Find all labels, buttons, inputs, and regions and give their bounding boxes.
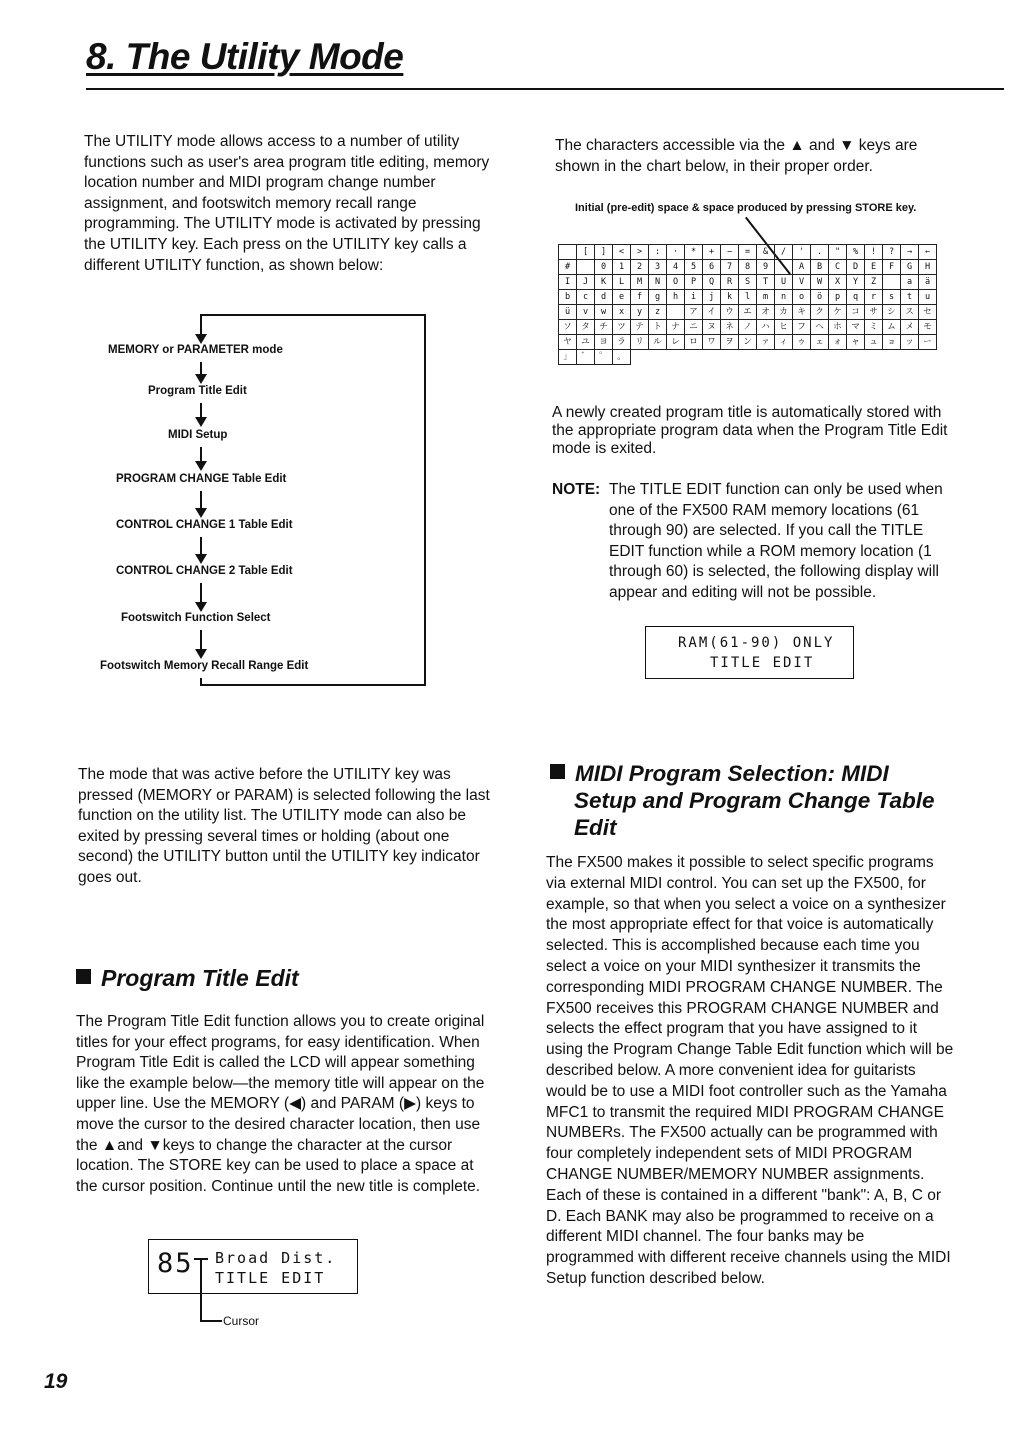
page-title: 8. The Utility Mode: [86, 36, 404, 77]
exit-paragraph: The mode that was active before the UTILITY key was pressed (MEMORY or PARAM) is selected following the last function on the utility list. The UTILITY mode can also be exited by pressing several times or holding (about one second) the UTILITY button until the UTILITY key indicator goes out.: [78, 766, 490, 886]
char-cell: :: [649, 245, 667, 260]
char-cell: H: [919, 260, 937, 275]
char-cell: メ: [901, 320, 919, 335]
char-cell: ャ: [847, 335, 865, 350]
char-cell: d: [595, 290, 613, 305]
char-cell: Z: [865, 275, 883, 290]
char-row: [559, 260, 937, 275]
char-cell: ←: [919, 245, 937, 260]
char-cell: e: [613, 290, 631, 305]
char-cell: o: [793, 290, 811, 305]
lcd-ram-line-2: TITLE EDIT: [710, 655, 815, 671]
char-cell: 6: [703, 260, 721, 275]
char-cell: ユ: [577, 335, 595, 350]
char-cell: M: [631, 275, 649, 290]
char-cell: ]: [595, 245, 613, 260]
arrow-down-icon: [195, 461, 207, 471]
character-chart: [558, 244, 937, 365]
char-cell: 1: [613, 260, 631, 275]
char-cell: h: [667, 290, 685, 305]
char-cell: Q: [703, 275, 721, 290]
char-cell: エ: [739, 305, 757, 320]
char-cell: コ: [847, 305, 865, 320]
char-row: [559, 290, 937, 305]
arrow-down-icon: [195, 649, 207, 659]
char-row: [559, 245, 937, 260]
char-cell: ヒ: [775, 320, 793, 335]
title-rule: [86, 88, 1004, 90]
char-cell: N: [649, 275, 667, 290]
char-cell: [559, 245, 577, 260]
char-cell: ー: [919, 335, 937, 350]
char-cell: >: [631, 245, 649, 260]
char-cell: ゥ: [793, 335, 811, 350]
char-cell: ノ: [739, 320, 757, 335]
char-cell: t: [901, 290, 919, 305]
char-cell: R: [721, 275, 739, 290]
char-cell: O: [667, 275, 685, 290]
char-cell: 9: [757, 260, 775, 275]
char-cell: 。: [613, 350, 631, 365]
arrow-down-icon: [195, 417, 207, 427]
char-cell: ö: [811, 290, 829, 305]
char-cell: ツ: [613, 320, 631, 335]
char-cell: ァ: [757, 335, 775, 350]
lcd-ram-only-display: [645, 626, 854, 679]
char-cell: ト: [649, 320, 667, 335]
flow-item-footswitch-memory-recall-range-edit: Footswitch Memory Recall Range Edit: [100, 660, 309, 672]
lcd-ram-line-1: RAM(61-90) ONLY: [678, 635, 835, 651]
char-cell: *: [685, 245, 703, 260]
char-cell: ナ: [667, 320, 685, 335]
char-cell: j: [703, 290, 721, 305]
char-cell: テ: [631, 320, 649, 335]
char-cell: S: [739, 275, 757, 290]
char-cell: ヲ: [721, 335, 739, 350]
program-title-edit-heading-text: Program Title Edit: [101, 965, 299, 991]
char-cell: [775, 260, 793, 275]
char-cell: n: [775, 290, 793, 305]
char-cell: ュ: [865, 335, 883, 350]
char-cell: /: [775, 245, 793, 260]
char-cell: D: [847, 260, 865, 275]
char-cell: B: [811, 260, 829, 275]
char-cell: ハ: [757, 320, 775, 335]
char-cell: ミ: [865, 320, 883, 335]
char-cell: [: [577, 245, 595, 260]
midi-heading-line-2: Setup and Program Change Table: [574, 788, 935, 813]
char-cell: ケ: [829, 305, 847, 320]
program-title-edit-heading: [76, 965, 299, 992]
cursor-pointer-foot: [200, 1320, 222, 1322]
char-cell: !: [865, 245, 883, 260]
char-cell: A: [793, 260, 811, 275]
char-cell: T: [757, 275, 775, 290]
square-bullet-icon: [550, 764, 565, 779]
char-cell: ウ: [721, 305, 739, 320]
char-cell: c: [577, 290, 595, 305]
char-cell: V: [793, 275, 811, 290]
char-cell: W: [811, 275, 829, 290]
loop-line-bottom: [200, 684, 426, 686]
char-cell: Y: [847, 275, 865, 290]
char-cell: E: [865, 260, 883, 275]
char-row: [559, 350, 937, 365]
midi-section-body: The FX500 makes it possible to select specific programs via external MIDI control. You can set up the FX500, for example, so that when you select a voice on a synthesizer the most appropriate effect for that voice is automatically selected. This is accomplished because each time you select a voice on your MIDI synthesizer it transmits the corresponding MIDI PROGRAM CHANGE NUMBER. The FX500 receives this PROGRAM CHANGE NUMBER and selects the effect program that you have assigned to it using the Program Change Table Edit function which will be described below. A more convenient idea for guitarists would be to use a MIDI foot controller such as the Yamaha MFC1 to transmit the required MIDI PROGRAM CHANGE NUMBERs. The FX500 actually can be programmed with four completely independent sets of MIDI PROGRAM CHANGE NUMBER/MEMORY NUMBER assignments. Each of these is contained in a different "bank": A, B, C or D. Each BANK may also be programmed to receive on a different MIDI channel. The four banks may be programmed with different receive channels using the MIDI Setup function described below.: [546, 854, 954, 1287]
char-row: [559, 335, 937, 350]
char-cell: ォ: [829, 335, 847, 350]
char-cell: X: [829, 275, 847, 290]
loop-line-bottom-up: [200, 678, 202, 686]
lcd-line-2: TITLE EDIT: [215, 1269, 326, 1287]
char-cell: モ: [919, 320, 937, 335]
char-cell: ソ: [559, 320, 577, 335]
char-cell: p: [829, 290, 847, 305]
midi-section-heading: [550, 760, 960, 841]
char-cell: =: [739, 245, 757, 260]
char-cell: ィ: [775, 335, 793, 350]
char-cell: チ: [595, 320, 613, 335]
auto-store-paragraph: A newly created program title is automatically stored with the appropriate program data when the Program Title Edit mode is exited.: [552, 404, 948, 457]
character-table: [558, 244, 937, 365]
char-cell: セ: [919, 305, 937, 320]
char-cell: ゜: [595, 350, 613, 365]
char-cell: ': [793, 245, 811, 260]
char-cell: 5: [685, 260, 703, 275]
char-cell: %: [847, 245, 865, 260]
char-cell: +: [703, 245, 721, 260]
char-cell: ゛: [577, 350, 595, 365]
char-cell: b: [559, 290, 577, 305]
char-cell: x: [613, 305, 631, 320]
char-cell: 7: [721, 260, 739, 275]
char-cell: z: [649, 305, 667, 320]
lcd-title-edit-example: [148, 1239, 358, 1294]
midi-heading-line-1-text: MIDI Program Selection: MIDI: [575, 761, 889, 786]
char-cell: ラ: [613, 335, 631, 350]
flow-item-control-change-1-table-edit: CONTROL CHANGE 1 Table Edit: [116, 519, 293, 531]
char-cell: オ: [757, 305, 775, 320]
utility-flow-diagram: [96, 312, 436, 692]
char-cell: ニ: [685, 320, 703, 335]
char-cell: a: [901, 275, 919, 290]
char-cell: −: [721, 245, 739, 260]
char-cell: i: [685, 290, 703, 305]
char-cell: U: [775, 275, 793, 290]
flow-item-program-title-edit: Program Title Edit: [148, 385, 247, 397]
char-cell: 3: [649, 260, 667, 275]
char-cell: 2: [631, 260, 649, 275]
loop-line-top-horizontal: [200, 314, 426, 316]
char-cell: 8: [739, 260, 757, 275]
char-cell: K: [595, 275, 613, 290]
char-row: [559, 320, 937, 335]
char-cell: マ: [847, 320, 865, 335]
char-cell: シ: [883, 305, 901, 320]
flow-item-program-change-table-edit: PROGRAM CHANGE Table Edit: [116, 473, 287, 485]
char-cell: [577, 260, 595, 275]
char-cell: G: [901, 260, 919, 275]
char-row: [559, 275, 937, 290]
char-cell: ?: [883, 245, 901, 260]
midi-heading-line-3: Edit: [574, 815, 617, 840]
char-cell: y: [631, 305, 649, 320]
char-cell: ア: [685, 305, 703, 320]
lcd-line-1: Broad Dist.: [215, 1249, 337, 1267]
char-cell: ヘ: [811, 320, 829, 335]
char-cell: ョ: [883, 335, 901, 350]
arrow-down-icon: [195, 334, 207, 344]
char-cell: [883, 275, 901, 290]
char-cell: タ: [577, 320, 595, 335]
char-cell: ク: [811, 305, 829, 320]
char-cell: カ: [775, 305, 793, 320]
loop-line-right: [424, 314, 426, 686]
char-cell: ·: [667, 245, 685, 260]
chart-space-note: Initial (pre-edit) space & space produced by pressing STORE key.: [575, 202, 917, 214]
char-cell: ネ: [721, 320, 739, 335]
char-cell: ヨ: [595, 335, 613, 350]
char-cell: L: [613, 275, 631, 290]
char-cell: <: [613, 245, 631, 260]
char-cell: ン: [739, 335, 757, 350]
square-bullet-icon: [76, 969, 91, 984]
midi-heading-line-1: [550, 760, 960, 787]
lcd-memory-number: 85: [157, 1248, 194, 1279]
char-cell: q: [847, 290, 865, 305]
char-cell: ä: [919, 275, 937, 290]
char-cell: 」: [559, 350, 577, 365]
char-cell: ヤ: [559, 335, 577, 350]
cursor-label: Cursor: [223, 1314, 260, 1328]
char-cell: g: [649, 290, 667, 305]
char-cell: m: [757, 290, 775, 305]
char-cell: k: [721, 290, 739, 305]
char-cell: s: [883, 290, 901, 305]
char-cell: P: [685, 275, 703, 290]
note-text: The TITLE EDIT function can only be used when one of the FX500 RAM memory locations (61 through 90) are selected. If you call the TITLE EDIT function while a ROM memory location (1 through 60) is selected, the following display will appear and editing will not be possible.: [609, 481, 943, 601]
arrow-down-icon: [195, 554, 207, 564]
arrow-down-icon: [195, 602, 207, 612]
char-cell: レ: [667, 335, 685, 350]
program-title-edit-body: The Program Title Edit function allows you to create original titles for your effect programs, for easy identification. When Program Title Edit is called the LCD will appear something like the example below—the memory title will appear on the upper line. Use the MEMORY (◀) and PARAM (▶) keys to move the cursor to the desired character location, then use the ▲and ▼keys to change the character at the cursor location. The STORE key can be used to place a space at the cursor position. Continue until the new title is complete.: [76, 1013, 485, 1195]
char-cell: #: [559, 260, 577, 275]
arrow-down-icon: [195, 374, 207, 384]
char-cell: イ: [703, 305, 721, 320]
char-cell: リ: [631, 335, 649, 350]
char-cell: ル: [649, 335, 667, 350]
char-cell: 0: [595, 260, 613, 275]
char-cell: フ: [793, 320, 811, 335]
cursor-pointer-cap: [194, 1258, 208, 1260]
char-cell: キ: [793, 305, 811, 320]
char-cell: ヌ: [703, 320, 721, 335]
char-cell: J: [577, 275, 595, 290]
char-cell: →: [901, 245, 919, 260]
char-cell: I: [559, 275, 577, 290]
char-cell: .: [811, 245, 829, 260]
char-cell: u: [919, 290, 937, 305]
cursor-pointer-line: [200, 1258, 202, 1322]
page-number: 19: [44, 1370, 68, 1393]
note-label: NOTE:: [552, 481, 601, 498]
flow-item-memory-parameter-mode: MEMORY or PARAMETER mode: [108, 344, 283, 356]
char-cell: ス: [901, 305, 919, 320]
char-row: [559, 305, 937, 320]
char-cell: v: [577, 305, 595, 320]
intro-paragraph: The UTILITY mode allows access to a number of utility functions such as user's area program title editing, memory location number and MIDI program change number assignment, and footswitch memory recall range programming. The UTILITY mode is activated by pressing the UTILITY key. Each press on the UTILITY key calls a different UTILITY function, as shown below:: [84, 133, 490, 274]
char-cell: ホ: [829, 320, 847, 335]
char-cell: [667, 305, 685, 320]
char-cell: r: [865, 290, 883, 305]
char-cell: C: [829, 260, 847, 275]
char-cell: f: [631, 290, 649, 305]
char-cell: ü: [559, 305, 577, 320]
char-cell: ム: [883, 320, 901, 335]
char-cell: w: [595, 305, 613, 320]
char-cell: ワ: [703, 335, 721, 350]
char-cell: F: [883, 260, 901, 275]
char-cell: ロ: [685, 335, 703, 350]
chart-intro: The characters accessible via the ▲ and ▼ keys are shown in the chart below, in their proper order.: [555, 137, 918, 175]
flow-item-footswitch-function-select: Footswitch Function Select: [121, 612, 271, 624]
char-cell: &: [757, 245, 775, 260]
arrow-down-icon: [195, 508, 207, 518]
char-cell: 4: [667, 260, 685, 275]
flow-item-control-change-2-table-edit: CONTROL CHANGE 2 Table Edit: [116, 565, 293, 577]
char-cell: l: [739, 290, 757, 305]
char-cell: ": [829, 245, 847, 260]
char-cell: サ: [865, 305, 883, 320]
char-cell: ェ: [811, 335, 829, 350]
flow-item-midi-setup: MIDI Setup: [168, 429, 228, 441]
char-cell: ッ: [901, 335, 919, 350]
